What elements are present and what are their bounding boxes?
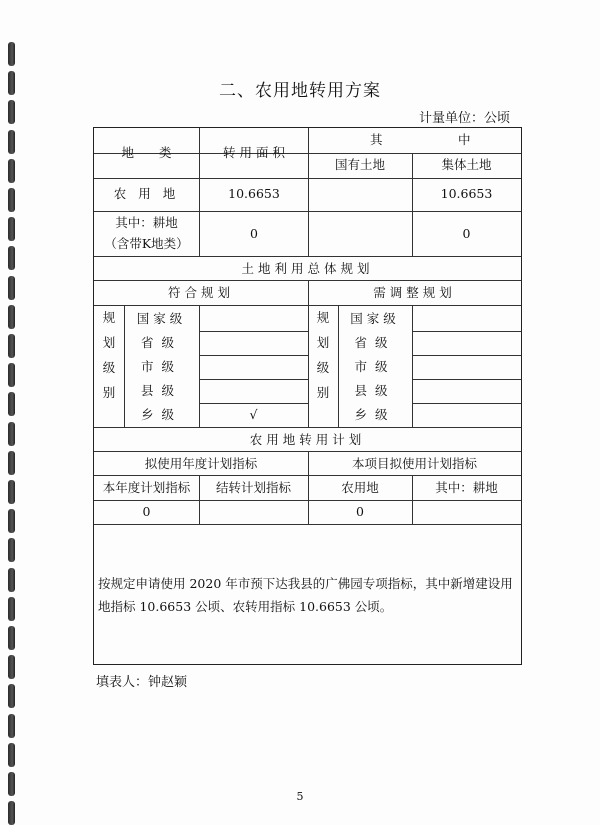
binding-ring xyxy=(8,334,15,358)
farmland-label: 农 用 地 xyxy=(113,186,180,201)
binding-ring xyxy=(8,100,15,124)
plan-level-right: 县级 xyxy=(354,383,396,398)
plan-side-char: 划 xyxy=(316,335,330,350)
binding-ring xyxy=(8,568,15,592)
plan-level-right: 国家级 xyxy=(350,311,400,326)
plan-side-char: 级 xyxy=(316,360,330,375)
binding-ring xyxy=(8,159,15,183)
binding-ring xyxy=(8,538,15,562)
farmland-indicator: 农用地 xyxy=(341,480,379,495)
page-number: 5 xyxy=(296,790,304,803)
conversion-title: 农用地转用计划 xyxy=(249,432,366,447)
annual-indicator: 本年度计划指标 xyxy=(102,480,191,495)
check-mark: √ xyxy=(249,407,258,422)
plan-conform: 符合规划 xyxy=(167,285,234,300)
proposed-indicator: 拟使用年度计划指标 xyxy=(144,456,258,471)
arable-area: 0 xyxy=(250,226,258,241)
plan-side-char: 级 xyxy=(102,360,116,375)
binding-ring xyxy=(8,130,15,154)
binding-ring xyxy=(8,305,15,329)
header-area: 转 用 面 积 xyxy=(223,145,285,160)
page-title: 二、农用地转用方案 xyxy=(219,81,381,101)
header-category: 地 类 xyxy=(121,145,172,160)
farmland-collective: 10.6653 xyxy=(440,186,493,201)
binding-ring xyxy=(8,743,15,767)
plan-side-char: 别 xyxy=(102,385,116,400)
binding-ring xyxy=(8,42,15,66)
binding-ring xyxy=(8,217,15,241)
binding-ring xyxy=(8,246,15,270)
binding-ring xyxy=(8,188,15,212)
form-filler: 填表人：钟赵颖 xyxy=(96,675,188,690)
plan-level-left: 乡级 xyxy=(140,407,182,422)
header-state-land: 国有土地 xyxy=(334,157,385,172)
plan-side-char: 别 xyxy=(316,385,330,400)
binding-ring xyxy=(8,626,15,650)
annual-value: 0 xyxy=(142,504,151,519)
binding-ring xyxy=(8,422,15,446)
binding-ring xyxy=(8,509,15,533)
plan-adjust: 需调整规划 xyxy=(373,285,456,300)
binding-ring xyxy=(8,684,15,708)
arable-label-1: 其中：耕地 xyxy=(115,215,178,230)
binding-ring xyxy=(8,597,15,621)
farmland-area: 10.6653 xyxy=(228,186,280,201)
header-collective-land: 集体土地 xyxy=(441,157,492,172)
arable-indicator: 其中：耕地 xyxy=(435,480,498,495)
plan-level-right: 省级 xyxy=(354,335,396,350)
plan-title: 土地利用总体规划 xyxy=(241,261,374,276)
arable-collective: 0 xyxy=(462,226,471,241)
plan-side-char: 规 xyxy=(102,310,116,325)
remarks-text: 按规定申请使用 2020 年市预下达我县的广佛园专项指标，其中新增建设用地指标 10.6653 公顷、农转用指标 10.6653 公顷。 xyxy=(98,576,513,614)
binding-ring xyxy=(8,480,15,504)
binding-ring xyxy=(8,276,15,300)
header-among-left: 其 xyxy=(370,132,383,147)
plan-level-right: 乡级 xyxy=(354,407,396,422)
plan-level-left: 省级 xyxy=(140,335,182,350)
binding-ring xyxy=(8,451,15,475)
plan-level-right: 市级 xyxy=(354,359,396,374)
header-among-right: 中 xyxy=(458,132,471,147)
binding-ring xyxy=(8,801,15,825)
plan-side-char: 划 xyxy=(102,335,116,350)
arable-label-2: （含带K地类） xyxy=(104,236,189,251)
binding-ring xyxy=(8,363,15,387)
plan-level-left: 县级 xyxy=(140,383,182,398)
binding-ring xyxy=(8,714,15,738)
plan-level-left: 市级 xyxy=(140,359,182,374)
plan-level-left: 国家级 xyxy=(136,311,187,326)
measurement-unit: 计量单位：公顷 xyxy=(418,111,510,126)
farmland-value: 0 xyxy=(356,504,364,519)
plan-side-char: 规 xyxy=(316,310,330,325)
binding-ring xyxy=(8,392,15,416)
binding-rings xyxy=(8,0,22,817)
binding-ring xyxy=(8,655,15,679)
project-indicator: 本项目拟使用计划指标 xyxy=(351,456,477,471)
carryover-indicator: 结转计划指标 xyxy=(215,480,291,495)
conversion-table xyxy=(93,127,522,665)
